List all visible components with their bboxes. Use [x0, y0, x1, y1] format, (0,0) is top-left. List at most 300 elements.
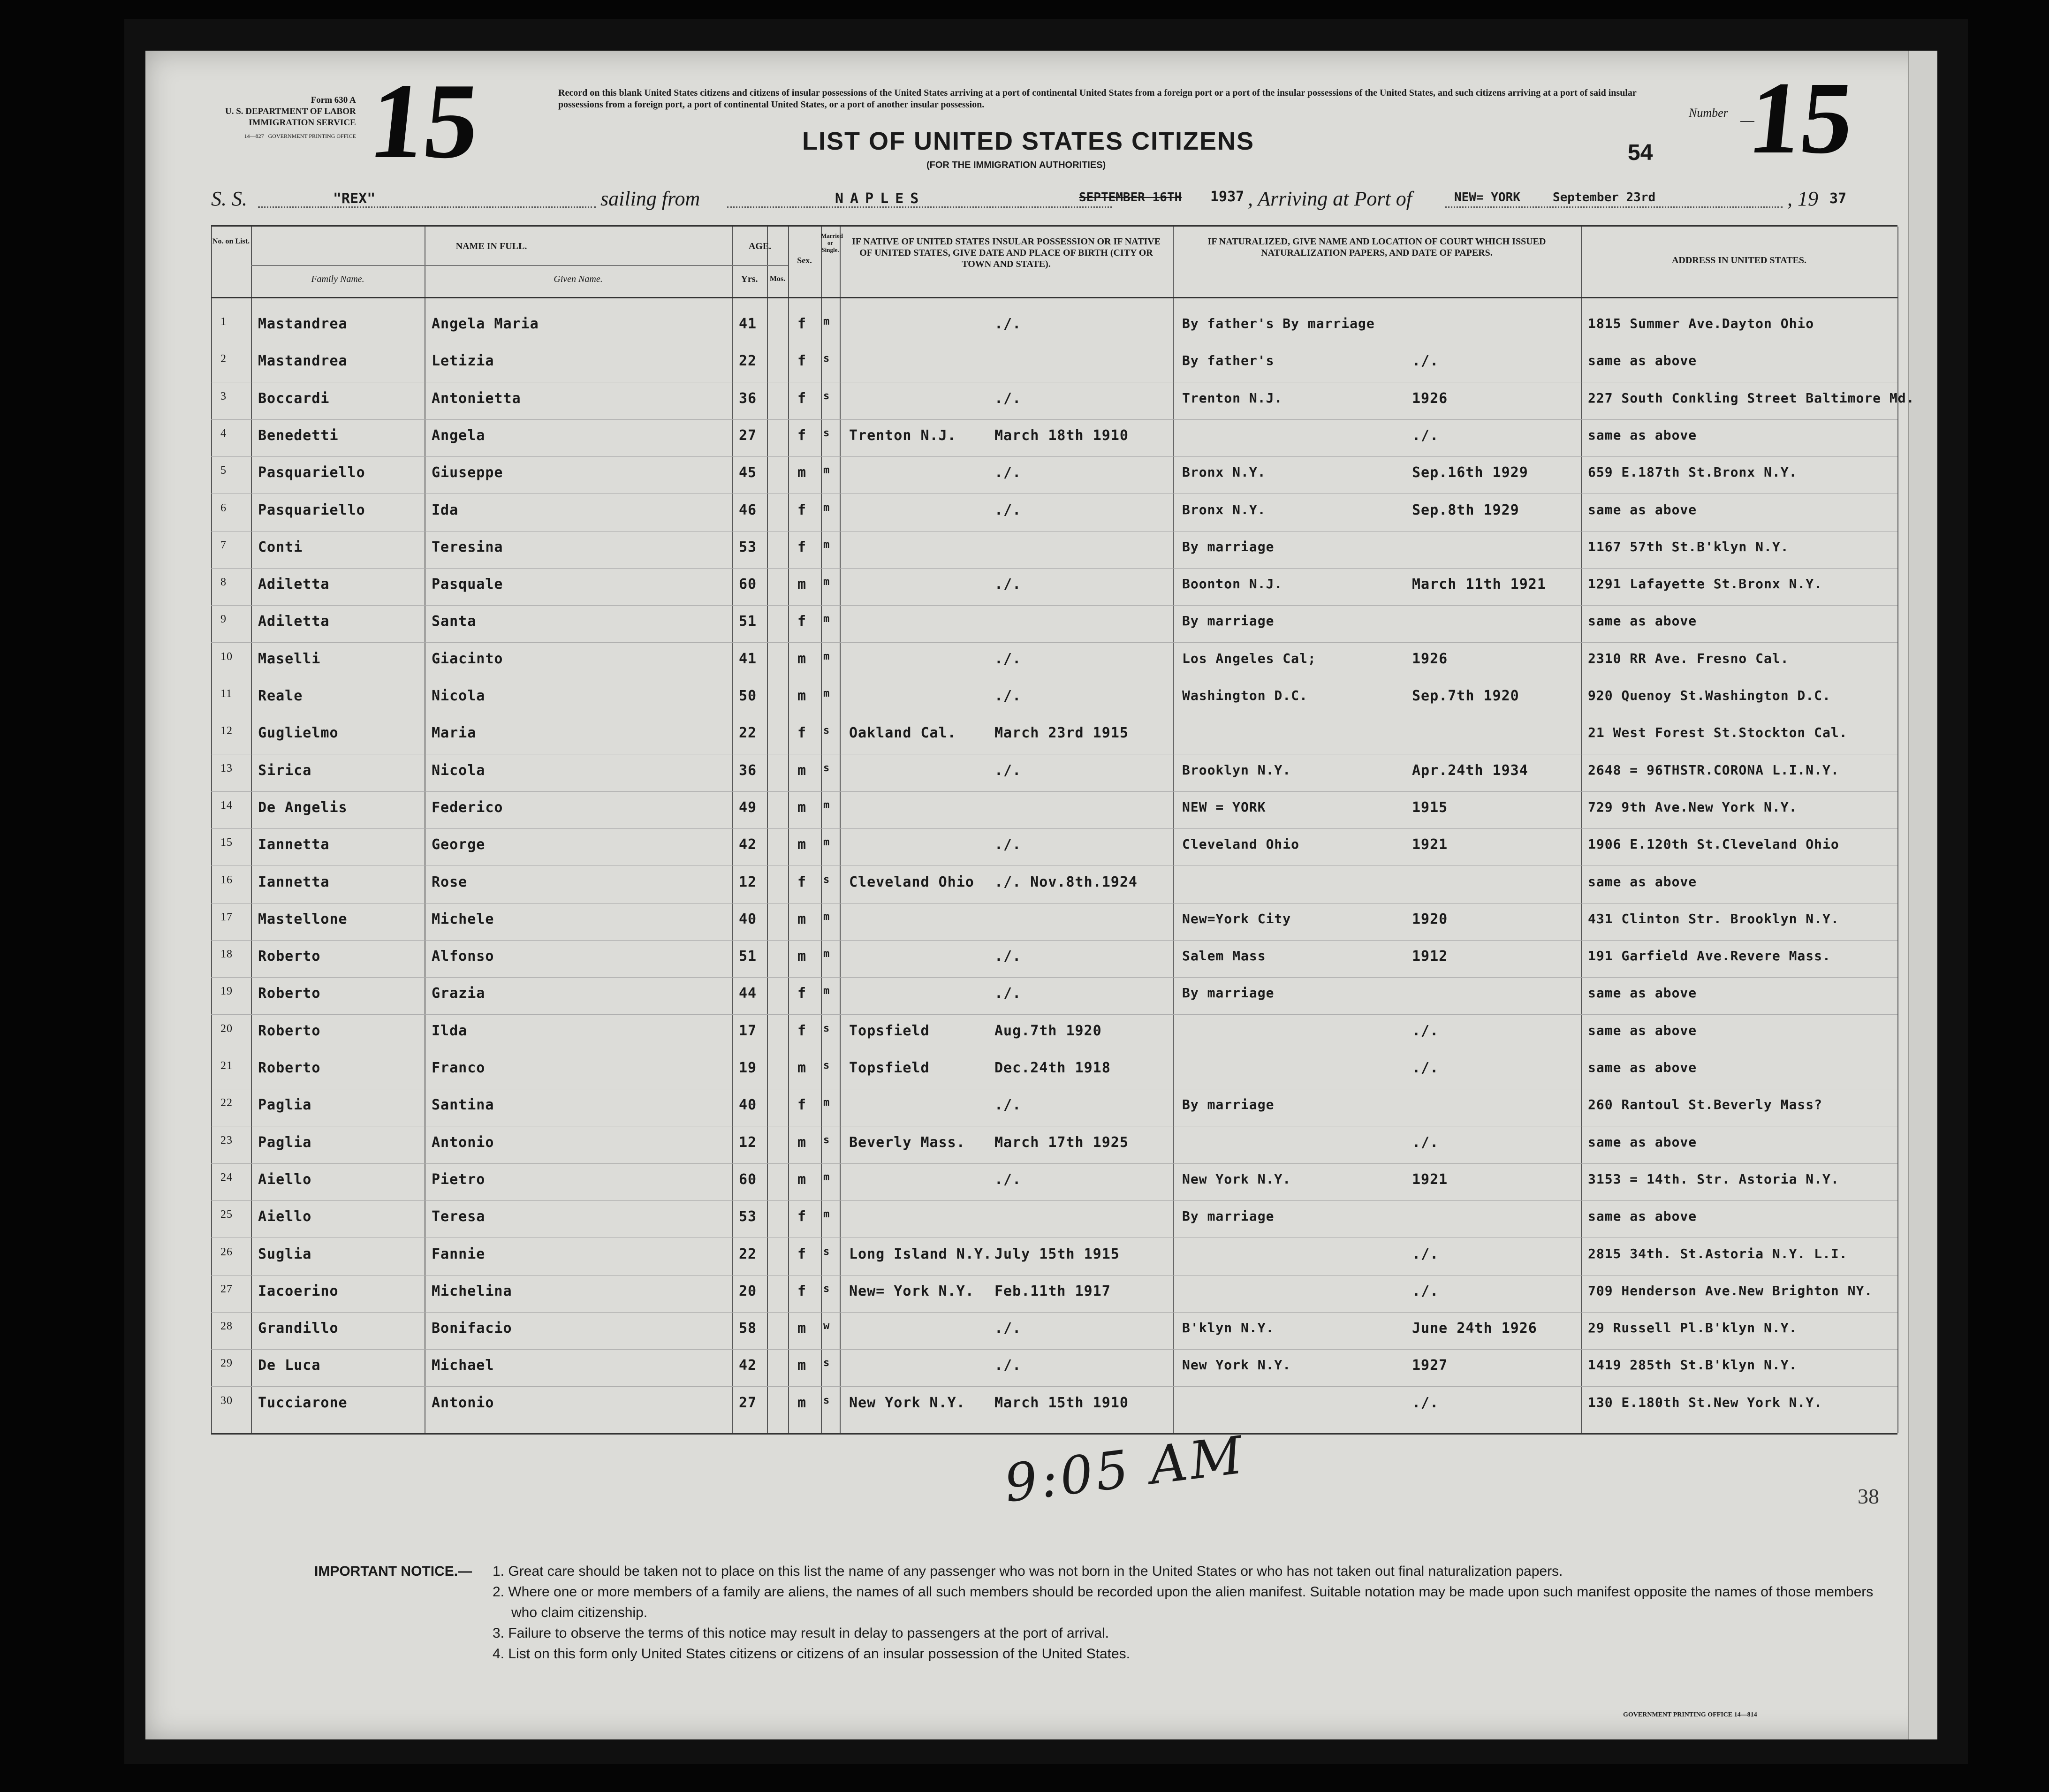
naturalization-court: New York N.Y.	[1182, 1357, 1291, 1373]
marital-status: m	[823, 576, 830, 588]
naturalization-date: Sep.16th 1929	[1412, 464, 1528, 481]
passenger-no: 19	[220, 985, 233, 998]
us-address: same as above	[1588, 353, 1697, 369]
naturalization-date: 1920	[1412, 911, 1448, 927]
table-row	[211, 1097, 1897, 1134]
family-name: Conti	[258, 539, 303, 555]
sex: m	[797, 688, 807, 704]
row-rule	[211, 940, 1897, 941]
marital-status: m	[823, 613, 830, 625]
naturalization-date: ./.	[1412, 1022, 1439, 1039]
passenger-no: 29	[220, 1357, 233, 1370]
family-name: Pasquariello	[258, 501, 365, 518]
number-label: Number	[1689, 106, 1728, 120]
given-name: Teresa	[432, 1208, 486, 1225]
family-name: Paglia	[258, 1097, 312, 1114]
birth-date: ./.	[994, 1357, 1022, 1374]
given-name: Nicola	[432, 688, 486, 704]
table-row	[211, 836, 1897, 874]
birth-date: March 15th 1910	[994, 1394, 1129, 1411]
col-header-age: AGE.	[748, 241, 772, 251]
inspector-note: 9:05 AM	[1001, 1425, 1249, 1514]
age-years: 22	[739, 353, 757, 370]
us-address: same as above	[1588, 1208, 1697, 1224]
marital-status: m	[823, 539, 830, 551]
given-name: Michael	[432, 1357, 494, 1374]
marital-status: s	[823, 873, 830, 886]
marital-status: m	[823, 688, 830, 699]
family-name: Iannetta	[258, 836, 330, 853]
row-rule	[211, 605, 1897, 606]
table-row	[211, 539, 1897, 577]
page-subtitle: (FOR THE IMMIGRATION AUTHORITIES)	[926, 160, 1106, 170]
family-name: Pasquariello	[258, 464, 365, 481]
sex: m	[797, 762, 807, 779]
age-years: 51	[739, 948, 757, 965]
row-rule	[211, 791, 1897, 792]
passenger-no: 18	[220, 948, 233, 961]
marital-status: s	[823, 725, 830, 737]
from-port: NAPLES	[835, 190, 926, 207]
table-row	[211, 948, 1897, 986]
naturalization-court: B'klyn N.Y.	[1182, 1320, 1275, 1336]
us-address: same as above	[1588, 873, 1697, 889]
row-rule	[211, 977, 1897, 978]
given-name: Angela Maria	[432, 316, 539, 332]
passenger-no: 9	[220, 613, 227, 626]
sex: f	[797, 613, 807, 630]
notice-item: 4. List on this form only United States citizens or citizens of an insular possession of the United States.	[493, 1646, 1131, 1662]
passenger-no: 7	[220, 539, 227, 551]
family-name: De Angelis	[258, 799, 348, 816]
age-years: 58	[739, 1320, 757, 1337]
age-years: 60	[739, 576, 757, 593]
form-number: Form 630 A	[311, 95, 356, 105]
passenger-no: 11	[220, 688, 233, 700]
marital-status: m	[823, 911, 830, 923]
col-header-no: No. on List.	[212, 237, 250, 245]
age-years: 41	[739, 316, 757, 332]
sailing-label: sailing from	[600, 187, 700, 210]
table-row	[211, 1023, 1897, 1060]
birth-date: ./.	[994, 576, 1022, 593]
row-rule	[211, 1349, 1897, 1350]
birth-date: ./.	[994, 688, 1022, 704]
age-years: 19	[739, 1060, 757, 1076]
given-name: Giacinto	[432, 650, 503, 667]
age-years: 42	[739, 1357, 757, 1374]
table-row	[211, 1246, 1897, 1283]
family-name: Aiello	[258, 1171, 312, 1188]
passenger-no: 26	[220, 1245, 233, 1258]
marital-status: s	[823, 427, 830, 439]
given-name: Michelina	[432, 1283, 512, 1299]
family-name: Aiello	[258, 1208, 312, 1225]
given-name: Antonio	[432, 1134, 494, 1151]
birth-date: Feb.11th 1917	[994, 1283, 1111, 1299]
sex: m	[797, 650, 807, 667]
given-name: Pasquale	[432, 576, 503, 593]
marital-status: s	[823, 1394, 830, 1406]
sex: m	[797, 948, 807, 965]
table-row	[211, 353, 1897, 390]
us-address: same as above	[1588, 1134, 1697, 1150]
family-name: Sirica	[258, 762, 312, 779]
row-rule	[211, 1163, 1897, 1164]
birth-place: New= York N.Y.	[849, 1283, 974, 1299]
marital-status: w	[823, 1320, 830, 1332]
passenger-no: 30	[220, 1394, 233, 1407]
passenger-no: 23	[220, 1134, 233, 1147]
table-row	[211, 1134, 1897, 1172]
arrival-year: 37	[1829, 190, 1847, 207]
page-edge	[1908, 51, 1937, 1739]
passenger-no: 14	[220, 799, 233, 812]
sailing-date: SEPTEMBER 16TH	[1079, 190, 1182, 205]
marital-status: m	[823, 650, 830, 662]
given-name: Teresina	[432, 539, 503, 555]
page-title: LIST OF UNITED STATES CITIZENS	[802, 127, 1254, 155]
row-rule	[211, 1312, 1897, 1313]
age-years: 46	[739, 501, 757, 518]
birth-date: ./.	[994, 836, 1022, 853]
age-years: 50	[739, 688, 757, 704]
given-name: Letizia	[432, 353, 494, 370]
printing-code: 14—827	[244, 133, 264, 139]
birth-place: Trenton N.J.	[849, 427, 956, 444]
manifest-page	[145, 51, 1937, 1739]
sex: f	[797, 501, 807, 518]
age-years: 27	[739, 427, 757, 444]
us-address: 2815 34th. St.Astoria N.Y. L.I.	[1588, 1245, 1848, 1261]
service-name: IMMIGRATION SERVICE	[249, 118, 356, 128]
marital-status: m	[823, 985, 830, 997]
given-name: Rose	[432, 873, 468, 890]
naturalization-court: Washington D.C.	[1182, 688, 1308, 703]
family-name: Roberto	[258, 948, 321, 965]
age-years: 41	[739, 650, 757, 667]
sex: f	[797, 725, 807, 742]
birth-date: ./.	[994, 1171, 1022, 1188]
family-name: Iannetta	[258, 873, 330, 890]
col-header-naturalization: IF NATURALIZED, GIVE NAME AND LOCATION OF COURT WHICH ISSUED NATURALIZATION PAPERS, AND DATE OF PAPERS.	[1207, 236, 1546, 258]
given-name: Fannie	[432, 1245, 486, 1262]
printer-note: GOVERNMENT PRINTING OFFICE 14—814	[1623, 1711, 1757, 1718]
us-address: 2310 RR Ave. Fresno Cal.	[1588, 650, 1789, 666]
given-name: Antonietta	[432, 390, 521, 407]
passenger-no: 4	[220, 427, 227, 440]
us-address: 29 Russell Pl.B'klyn N.Y.	[1588, 1320, 1798, 1336]
sex: f	[797, 539, 807, 555]
family-name: Boccardi	[258, 390, 330, 407]
marital-status: m	[823, 1208, 830, 1221]
us-address: 709 Henderson Ave.New Brighton NY.	[1588, 1283, 1873, 1298]
row-rule	[211, 1200, 1897, 1201]
row-rule	[211, 419, 1897, 420]
age-years: 45	[739, 464, 757, 481]
family-name: Guglielmo	[258, 725, 339, 742]
arriving-label: , Arriving at Port of	[1248, 187, 1412, 210]
given-name: Franco	[432, 1060, 486, 1076]
notice-item: 2. Where one or more members of a family are aliens, the names of all such members should be recorded upon the alien manifest. Suitable notation may be made upon such manifest opposite the names of those members who claim citizenship.	[493, 1584, 1874, 1620]
marital-status: m	[823, 948, 830, 960]
row-rule	[211, 1014, 1897, 1015]
age-years: 42	[739, 836, 757, 853]
given-name: Ilda	[432, 1022, 468, 1039]
given-name: Bonifacio	[432, 1320, 512, 1337]
age-years: 53	[739, 1208, 757, 1225]
us-address: same as above	[1588, 1022, 1697, 1038]
family-name: Iacoerino	[258, 1283, 339, 1299]
naturalization-date: 1915	[1412, 799, 1448, 816]
notice-lead: IMPORTANT NOTICE.—	[314, 1564, 472, 1579]
age-years: 27	[739, 1394, 757, 1411]
naturalization-court: Salem Mass	[1182, 948, 1266, 964]
table-row	[211, 651, 1897, 688]
list-number: 54	[1628, 140, 1653, 165]
row-rule	[211, 1386, 1897, 1387]
sex: f	[797, 1245, 807, 1262]
naturalization-date: ./.	[1412, 427, 1439, 444]
passenger-no: 25	[220, 1208, 233, 1221]
us-address: 1815 Summer Ave.Dayton Ohio	[1588, 316, 1814, 331]
table-row	[211, 427, 1897, 465]
passenger-no: 20	[220, 1022, 233, 1035]
naturalization-court: By father's	[1182, 353, 1275, 369]
given-name: Pietro	[432, 1171, 486, 1188]
col-header-yrs: Yrs.	[741, 274, 758, 284]
naturalization-court: Boonton N.J.	[1182, 576, 1283, 592]
birth-date: ./.	[994, 501, 1022, 518]
given-name: Alfonso	[432, 948, 494, 965]
marital-status: s	[823, 1060, 830, 1071]
passenger-no: 21	[220, 1060, 233, 1072]
us-address: 659 E.187th St.Bronx N.Y.	[1588, 464, 1798, 480]
sheet-mark-right: 15	[1744, 61, 1859, 175]
family-name: Maselli	[258, 650, 321, 667]
family-name: Adiletta	[258, 613, 330, 630]
sex: m	[797, 1134, 807, 1151]
marital-status: m	[823, 501, 830, 514]
sex: m	[797, 1060, 807, 1076]
sex: m	[797, 1171, 807, 1188]
naturalization-date: ./.	[1412, 1245, 1439, 1262]
row-rule	[211, 828, 1897, 829]
family-name: Roberto	[258, 1060, 321, 1076]
passenger-no: 28	[220, 1320, 233, 1333]
table-row	[211, 390, 1915, 428]
arrival-year-prefix: , 19	[1787, 187, 1818, 210]
age-years: 36	[739, 390, 757, 407]
marital-status: m	[823, 1097, 830, 1109]
birth-date: ./.	[994, 1097, 1022, 1114]
intro-text: Record on this blank United States citizens and citizens of insular possessions of the United States arriving at a port of continental United States from a foreign port or a port of the insular possessions of the United States, and such citizens arriving at a port of said insular possessions from a foreign port, a port of continental United States, or a port of another insular possession.	[558, 88, 1637, 110]
us-address: 1167 57th St.B'klyn N.Y.	[1588, 539, 1789, 554]
us-address: 1419 285th St.B'klyn N.Y.	[1588, 1357, 1798, 1373]
naturalization-date: 1921	[1412, 1171, 1448, 1188]
passenger-table	[211, 225, 1915, 1435]
marital-status: s	[823, 1022, 830, 1034]
us-address: 191 Garfield Ave.Revere Mass.	[1588, 948, 1831, 964]
birth-date: Aug.7th 1920	[994, 1022, 1102, 1039]
passenger-no: 16	[220, 873, 233, 886]
sex: m	[797, 836, 807, 853]
us-address: 2648 = 96THSTR.CORONA L.I.N.Y.	[1588, 762, 1839, 778]
marital-status: m	[823, 464, 830, 477]
birth-place: New York N.Y.	[849, 1394, 965, 1411]
col-header-birth: IF NATIVE OF UNITED STATES INSULAR POSSESSION OR IF NATIVE OF UNITED STATES, GIVE DATE AND PLACE OF BIRTH (CITY OR TOWN AND STATE).	[851, 236, 1161, 269]
birth-date: ./.	[994, 464, 1022, 481]
passenger-no: 12	[220, 725, 233, 737]
passenger-no: 2	[220, 353, 227, 365]
passenger-no: 17	[220, 911, 233, 923]
table-row	[211, 1320, 1897, 1358]
sex: f	[797, 1097, 807, 1114]
voyage-line	[211, 187, 1900, 215]
marital-status: s	[823, 353, 830, 365]
naturalization-court: Brooklyn N.Y.	[1182, 762, 1291, 778]
birth-place: Long Island N.Y.	[849, 1245, 992, 1262]
age-years: 22	[739, 1245, 757, 1262]
marital-status: s	[823, 1357, 830, 1369]
marital-status: m	[823, 316, 830, 327]
family-name: Adiletta	[258, 576, 330, 593]
age-years: 22	[739, 725, 757, 742]
marital-status: m	[823, 799, 830, 811]
birth-date: July 15th 1915	[994, 1245, 1120, 1262]
col-header-family: Family Name.	[311, 274, 364, 284]
naturalization-date: 1926	[1412, 650, 1448, 667]
printing-office: GOVERNMENT PRINTING OFFICE	[268, 133, 356, 139]
naturalization-date: ./.	[1412, 1060, 1439, 1076]
us-address: 130 E.180th St.New York N.Y.	[1588, 1394, 1823, 1410]
birth-place: Oakland Cal.	[849, 725, 956, 742]
us-address: same as above	[1588, 501, 1697, 517]
naturalization-date: ./.	[1412, 1283, 1439, 1299]
age-years: 40	[739, 911, 757, 927]
given-name: Nicola	[432, 762, 486, 779]
naturalization-date: 1912	[1412, 948, 1448, 965]
table-row	[211, 576, 1897, 614]
age-years: 53	[739, 539, 757, 555]
sex: m	[797, 464, 807, 481]
passenger-no: 22	[220, 1097, 233, 1109]
birth-date: ./.	[994, 390, 1022, 407]
naturalization-date: 1921	[1412, 836, 1448, 853]
birth-date: ./.	[994, 948, 1022, 965]
us-address: same as above	[1588, 985, 1697, 1001]
family-name: Mastellone	[258, 911, 348, 927]
birth-date: March 18th 1910	[994, 427, 1129, 444]
birth-date: ./. Nov.8th.1924	[994, 873, 1138, 890]
birth-place: Topsfield	[849, 1060, 930, 1076]
us-address: 729 9th Ave.New York N.Y.	[1588, 799, 1798, 815]
page-number: 38	[1858, 1484, 1879, 1508]
naturalization-date: Sep.7th 1920	[1412, 688, 1519, 704]
birth-date: March 23rd 1915	[994, 725, 1129, 742]
us-address: same as above	[1588, 1060, 1697, 1075]
age-years: 12	[739, 1134, 757, 1151]
naturalization-date: ./.	[1412, 1394, 1439, 1411]
marital-status: m	[823, 836, 830, 849]
sex: m	[797, 576, 807, 593]
table-row	[211, 799, 1897, 837]
col-header-sex: Sex.	[797, 256, 812, 265]
naturalization-date: Apr.24th 1934	[1412, 762, 1528, 779]
table-row	[211, 762, 1897, 800]
family-name: Reale	[258, 688, 303, 704]
table-row	[211, 1357, 1897, 1395]
us-address: 227 South Conkling Street Baltimore Md.	[1588, 390, 1915, 406]
col-header-address: ADDRESS IN UNITED STATES.	[1671, 255, 1807, 266]
ship-name: "REX"	[333, 190, 376, 207]
naturalization-court: By father's By marriage	[1182, 316, 1375, 331]
table-row	[211, 1395, 1897, 1432]
notice-item: 3. Failure to observe the terms of this notice may result in delay to passengers at the port of arrival.	[493, 1625, 1109, 1641]
sex: m	[797, 911, 807, 927]
naturalization-court: By marriage	[1182, 613, 1275, 629]
passenger-no: 13	[220, 762, 233, 775]
table-row	[211, 464, 1897, 502]
table-row	[211, 725, 1897, 762]
given-name: Ida	[432, 501, 459, 518]
table-row	[211, 985, 1897, 1023]
naturalization-court: New=York City	[1182, 911, 1291, 926]
sex: f	[797, 1208, 807, 1225]
us-address: 1291 Lafayette St.Bronx N.Y.	[1588, 576, 1823, 592]
us-address: same as above	[1588, 427, 1697, 443]
birth-date: ./.	[994, 1320, 1022, 1337]
passenger-no: 5	[220, 464, 227, 477]
naturalization-date: 1926	[1412, 390, 1448, 407]
family-name: De Luca	[258, 1357, 321, 1374]
col-header-name: NAME IN FULL.	[455, 241, 527, 251]
table-row	[211, 1060, 1897, 1097]
form-identifier	[225, 95, 356, 142]
us-address: 920 Quenoy St.Washington D.C.	[1588, 688, 1831, 703]
us-address: 1906 E.120th St.Cleveland Ohio	[1588, 836, 1839, 852]
birth-date: ./.	[994, 650, 1022, 667]
naturalization-date: 1927	[1412, 1357, 1448, 1374]
arrival-port: NEW= YORK	[1454, 190, 1520, 205]
naturalization-court: NEW = YORK	[1182, 799, 1266, 815]
us-address: same as above	[1588, 613, 1697, 629]
department-name: U. S. DEPARTMENT OF LABOR	[225, 106, 356, 116]
ss-label: S. S.	[211, 187, 247, 210]
birth-date: ./.	[994, 762, 1022, 779]
naturalization-court: Bronx N.Y.	[1182, 464, 1266, 480]
birth-date: ./.	[994, 985, 1022, 1002]
age-years: 36	[739, 762, 757, 779]
given-name: Antonio	[432, 1394, 494, 1411]
given-name: Angela	[432, 427, 486, 444]
given-name: George	[432, 836, 486, 853]
sex: f	[797, 985, 807, 1002]
given-name: Giuseppe	[432, 464, 503, 481]
age-years: 12	[739, 873, 757, 890]
family-name: Paglia	[258, 1134, 312, 1151]
sex: f	[797, 353, 807, 370]
naturalization-date: ./.	[1412, 353, 1439, 370]
birth-date: ./.	[994, 316, 1022, 332]
arrival-date: September 23rd	[1553, 190, 1656, 205]
table-row	[211, 874, 1897, 911]
marital-status: m	[823, 1171, 830, 1183]
passenger-no: 3	[220, 390, 227, 402]
given-name: Grazia	[432, 985, 486, 1002]
sex: f	[797, 1022, 807, 1039]
naturalization-date: ./.	[1412, 1134, 1439, 1151]
